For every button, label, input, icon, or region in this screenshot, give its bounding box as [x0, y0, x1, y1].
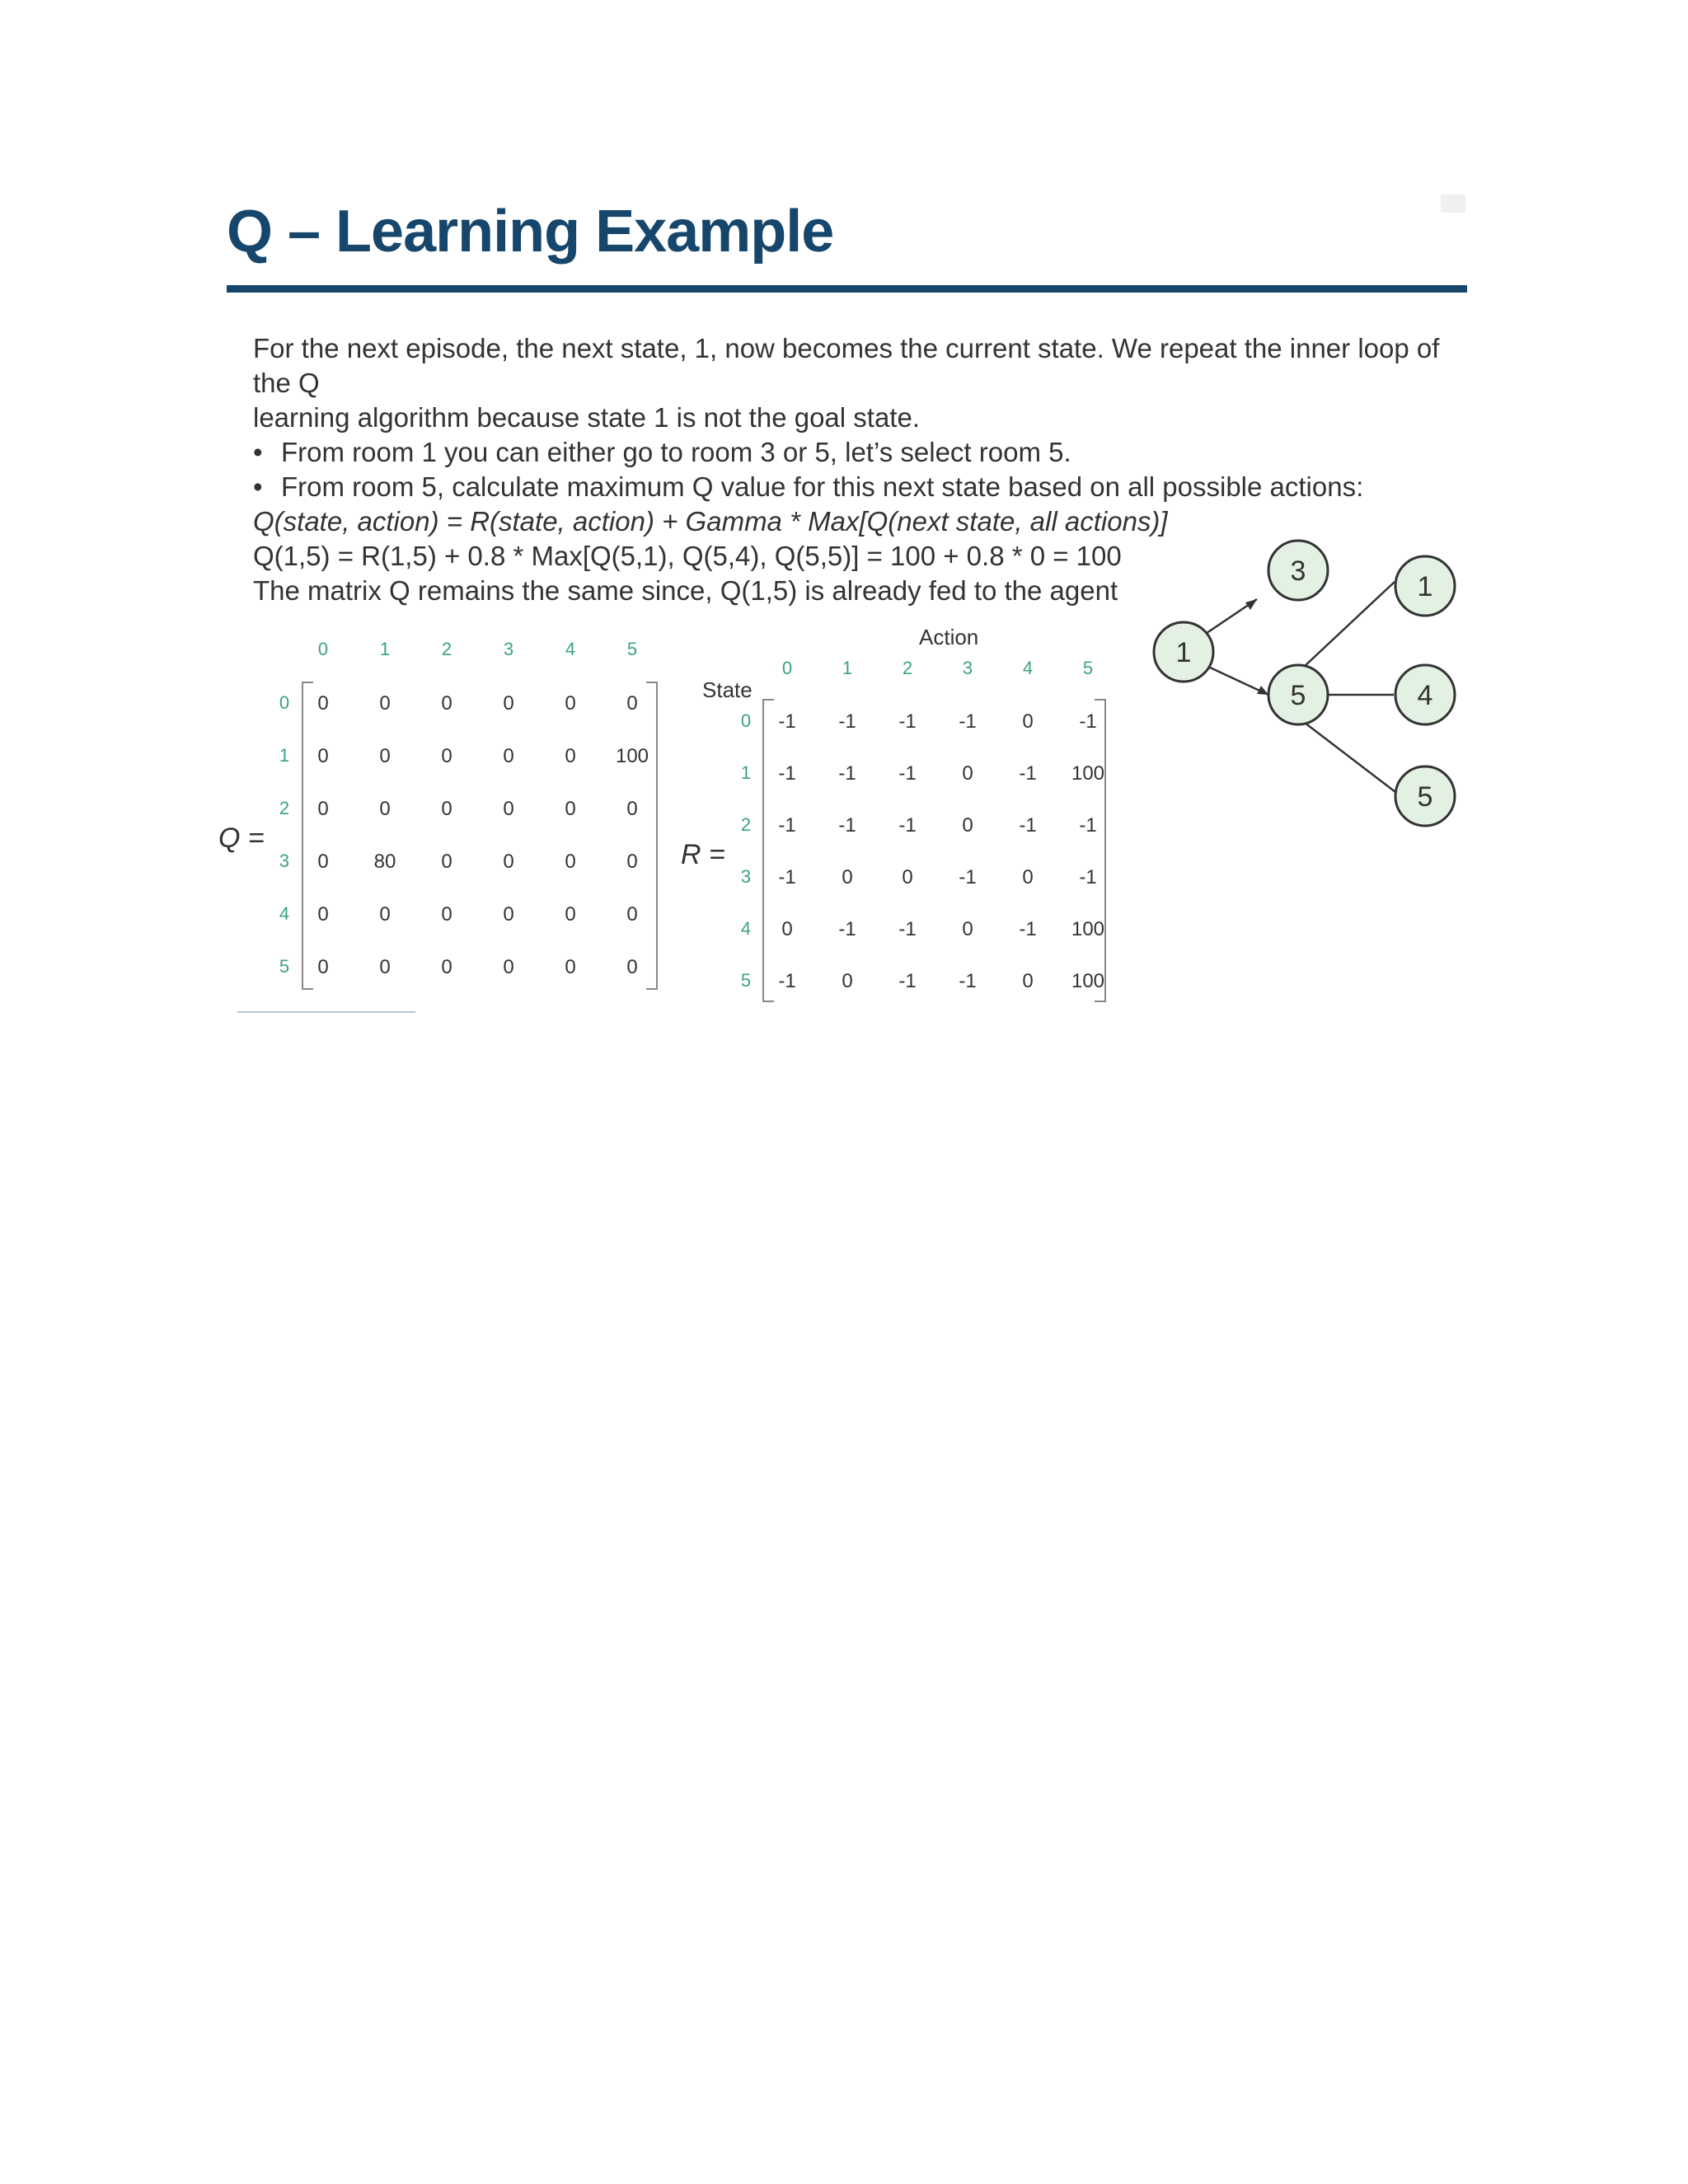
q-matrix-cell: 0: [441, 692, 452, 715]
corner-artifact: [1441, 194, 1465, 213]
q-matrix-cell: 0: [503, 692, 514, 715]
q-matrix-cell: 0: [317, 903, 329, 926]
r-matrix-col-header: 0: [781, 658, 793, 678]
r-matrix-cell: 100: [1071, 762, 1105, 785]
q-matrix-row-header: 4: [279, 903, 290, 924]
q-matrix-col-header: 4: [565, 639, 576, 659]
r-matrix-row-header: 0: [740, 710, 752, 731]
state-axis-label: State: [702, 677, 753, 702]
state-graph: [1137, 511, 1484, 857]
arrowhead-icon: [1245, 599, 1257, 610]
q-matrix-cell: 0: [565, 956, 576, 978]
r-matrix-cell: -1: [778, 866, 796, 888]
r-matrix-row-header: 1: [740, 762, 752, 783]
r-matrix-cell: -1: [898, 762, 917, 785]
r-matrix-cell: 100: [1071, 918, 1105, 940]
q-matrix-cell: 0: [441, 745, 452, 767]
graph-node-label: 1: [1417, 571, 1433, 602]
r-matrix-cell: -1: [898, 814, 917, 837]
r-matrix-cell: 100: [1071, 970, 1105, 992]
r-matrix-cell: -1: [778, 814, 796, 837]
r-matrix-cell: -1: [1019, 918, 1037, 940]
r-matrix-cell: -1: [1019, 762, 1037, 785]
underline-artifact: [237, 1011, 415, 1013]
q-matrix-cell: 0: [565, 851, 576, 873]
r-matrix-col-header: 5: [1082, 658, 1094, 678]
q-left-bracket: [302, 682, 313, 990]
bullet-item: [253, 470, 1465, 504]
page-title: Q – Learning Example: [227, 199, 834, 265]
r-matrix-cell: 0: [781, 918, 793, 940]
bullet-text: From room 1 you can either go to room 3 or 5, let’s select room 5.: [281, 437, 1071, 467]
r-matrix-cell: 0: [962, 762, 973, 785]
r-matrix-row-header: 2: [740, 814, 752, 835]
q-matrix-cell: 0: [503, 903, 514, 926]
calc-line-1: Q(1,5) = R(1,5) + 0.8 * Max[Q(5,1), Q(5,4), Q(5,5)] = 100 + 0.8 * 0 = 100: [253, 541, 1122, 571]
q-matrix-cell: 0: [379, 692, 391, 715]
q-matrix-col-header: 5: [626, 639, 638, 659]
calculation: [253, 539, 1122, 608]
q-matrix-cell: 0: [317, 798, 329, 820]
r-left-bracket: [762, 699, 774, 1002]
r-matrix-cell: -1: [778, 970, 796, 992]
r-matrix-cell: -1: [838, 762, 856, 785]
r-matrix-cell: 0: [842, 866, 853, 888]
r-matrix-cell: -1: [898, 918, 917, 940]
r-matrix-cell: 0: [1022, 970, 1034, 992]
q-matrix-cell: 0: [626, 798, 638, 820]
calc-line-2: The matrix Q remains the same since, Q(1,5) is already fed to the agent: [253, 575, 1118, 606]
r-matrix-cell: -1: [1079, 866, 1097, 888]
q-matrix-cell: 0: [441, 798, 452, 820]
graph-node-label: 3: [1290, 555, 1306, 587]
r-matrix-cell: -1: [778, 710, 796, 733]
q-matrix-cell: 100: [615, 745, 649, 767]
q-matrix-cell: 0: [441, 851, 452, 873]
q-matrix-cell: 0: [379, 956, 391, 978]
q-matrix-cell: 0: [626, 851, 638, 873]
action-axis-label: Action: [919, 625, 979, 649]
r-matrix-cell: -1: [838, 710, 856, 733]
q-matrix-cell: 0: [379, 903, 391, 926]
r-matrix-label: R =: [681, 839, 725, 870]
q-matrix-cell: 0: [626, 956, 638, 978]
intro-line-1: For the next episode, the next state, 1, now becomes the current state. We repeat the inner loop of the Q: [253, 333, 1440, 398]
q-matrix-row-header: 1: [279, 745, 290, 766]
r-matrix-cell: -1: [1079, 710, 1097, 733]
q-matrix-cell: 0: [317, 745, 329, 767]
r-matrix-cell: 0: [1022, 866, 1034, 888]
r-matrix-row-header: 4: [740, 918, 752, 939]
q-matrix-label: Q =: [218, 823, 265, 854]
r-matrix-cell: -1: [959, 866, 977, 888]
intro-line-2: learning algorithm because state 1 is not the goal state.: [253, 402, 920, 433]
r-right-bracket: [1095, 699, 1106, 1002]
q-matrix-cell: 0: [565, 745, 576, 767]
r-matrix-cell: 0: [902, 866, 913, 888]
r-matrix-cell: 0: [962, 814, 973, 837]
r-matrix-cell: 0: [1022, 710, 1034, 733]
q-matrix-cell: 0: [503, 851, 514, 873]
q-matrix-row-header: 0: [279, 692, 290, 713]
q-right-bracket: [646, 682, 658, 990]
q-matrix-cell: 0: [317, 956, 329, 978]
q-matrix-col-header: 1: [379, 639, 391, 659]
q-matrix-col-header: 0: [317, 639, 329, 659]
bullet-text: From room 5, calculate maximum Q value for this next state based on all possible actions:: [281, 471, 1364, 502]
r-matrix-cell: -1: [838, 918, 856, 940]
q-matrix-cell: 0: [379, 745, 391, 767]
q-matrix-cell: 0: [503, 956, 514, 978]
q-matrix-cell: 0: [565, 798, 576, 820]
q-matrix-col-header: 3: [503, 639, 514, 659]
q-matrix-row-header: 2: [279, 798, 290, 818]
bullet-dot-icon: •: [253, 471, 263, 502]
q-matrix-row-header: 5: [279, 956, 290, 977]
q-matrix-cell: 0: [565, 692, 576, 715]
graph-node-label: 5: [1417, 781, 1433, 813]
r-matrix-col-header: 1: [842, 658, 853, 678]
r-matrix-cell: -1: [898, 970, 917, 992]
q-matrix-cell: 0: [626, 692, 638, 715]
r-matrix-cell: -1: [778, 762, 796, 785]
q-matrix-cell: 0: [565, 903, 576, 926]
r-matrix-cell: 0: [962, 918, 973, 940]
r-matrix-cell: -1: [1019, 814, 1037, 837]
r-matrix-cell: -1: [959, 970, 977, 992]
q-matrix-cell: 0: [441, 903, 452, 926]
r-matrix-row-header: 3: [740, 866, 752, 887]
update-formula: Q(state, action) = R(state, action) + Gamma * Max[Q(next state, all actions)]: [253, 506, 1168, 537]
q-matrix-row-header: 3: [279, 851, 290, 871]
q-matrix-cell: 0: [379, 798, 391, 820]
q-matrix-cell: 80: [373, 851, 396, 873]
r-matrix-col-header: 2: [902, 658, 913, 678]
intro-paragraph: [253, 331, 1465, 539]
bullet-item: [253, 435, 1465, 470]
r-matrix-cell: -1: [959, 710, 977, 733]
bullet-dot-icon: •: [253, 437, 263, 467]
q-matrix-cell: 0: [503, 745, 514, 767]
title-rule: [227, 285, 1467, 293]
q-matrix-cell: 0: [317, 692, 329, 715]
q-matrix-cell: 0: [441, 956, 452, 978]
q-matrix-cell: 0: [503, 798, 514, 820]
r-matrix-cell: -1: [838, 814, 856, 837]
q-matrix-cell: 0: [626, 903, 638, 926]
graph-node-label: 1: [1175, 637, 1192, 668]
r-matrix-cell: 0: [842, 970, 853, 992]
graph-node-label: 4: [1417, 680, 1433, 711]
r-matrix-row-header: 5: [740, 970, 752, 991]
q-matrix-cell: 0: [317, 851, 329, 873]
r-matrix-cell: -1: [898, 710, 917, 733]
q-matrix-col-header: 2: [441, 639, 452, 659]
r-matrix-col-header: 4: [1022, 658, 1034, 678]
r-matrix-cell: -1: [1079, 814, 1097, 837]
r-matrix-col-header: 3: [962, 658, 973, 678]
graph-node-label: 5: [1290, 680, 1306, 711]
